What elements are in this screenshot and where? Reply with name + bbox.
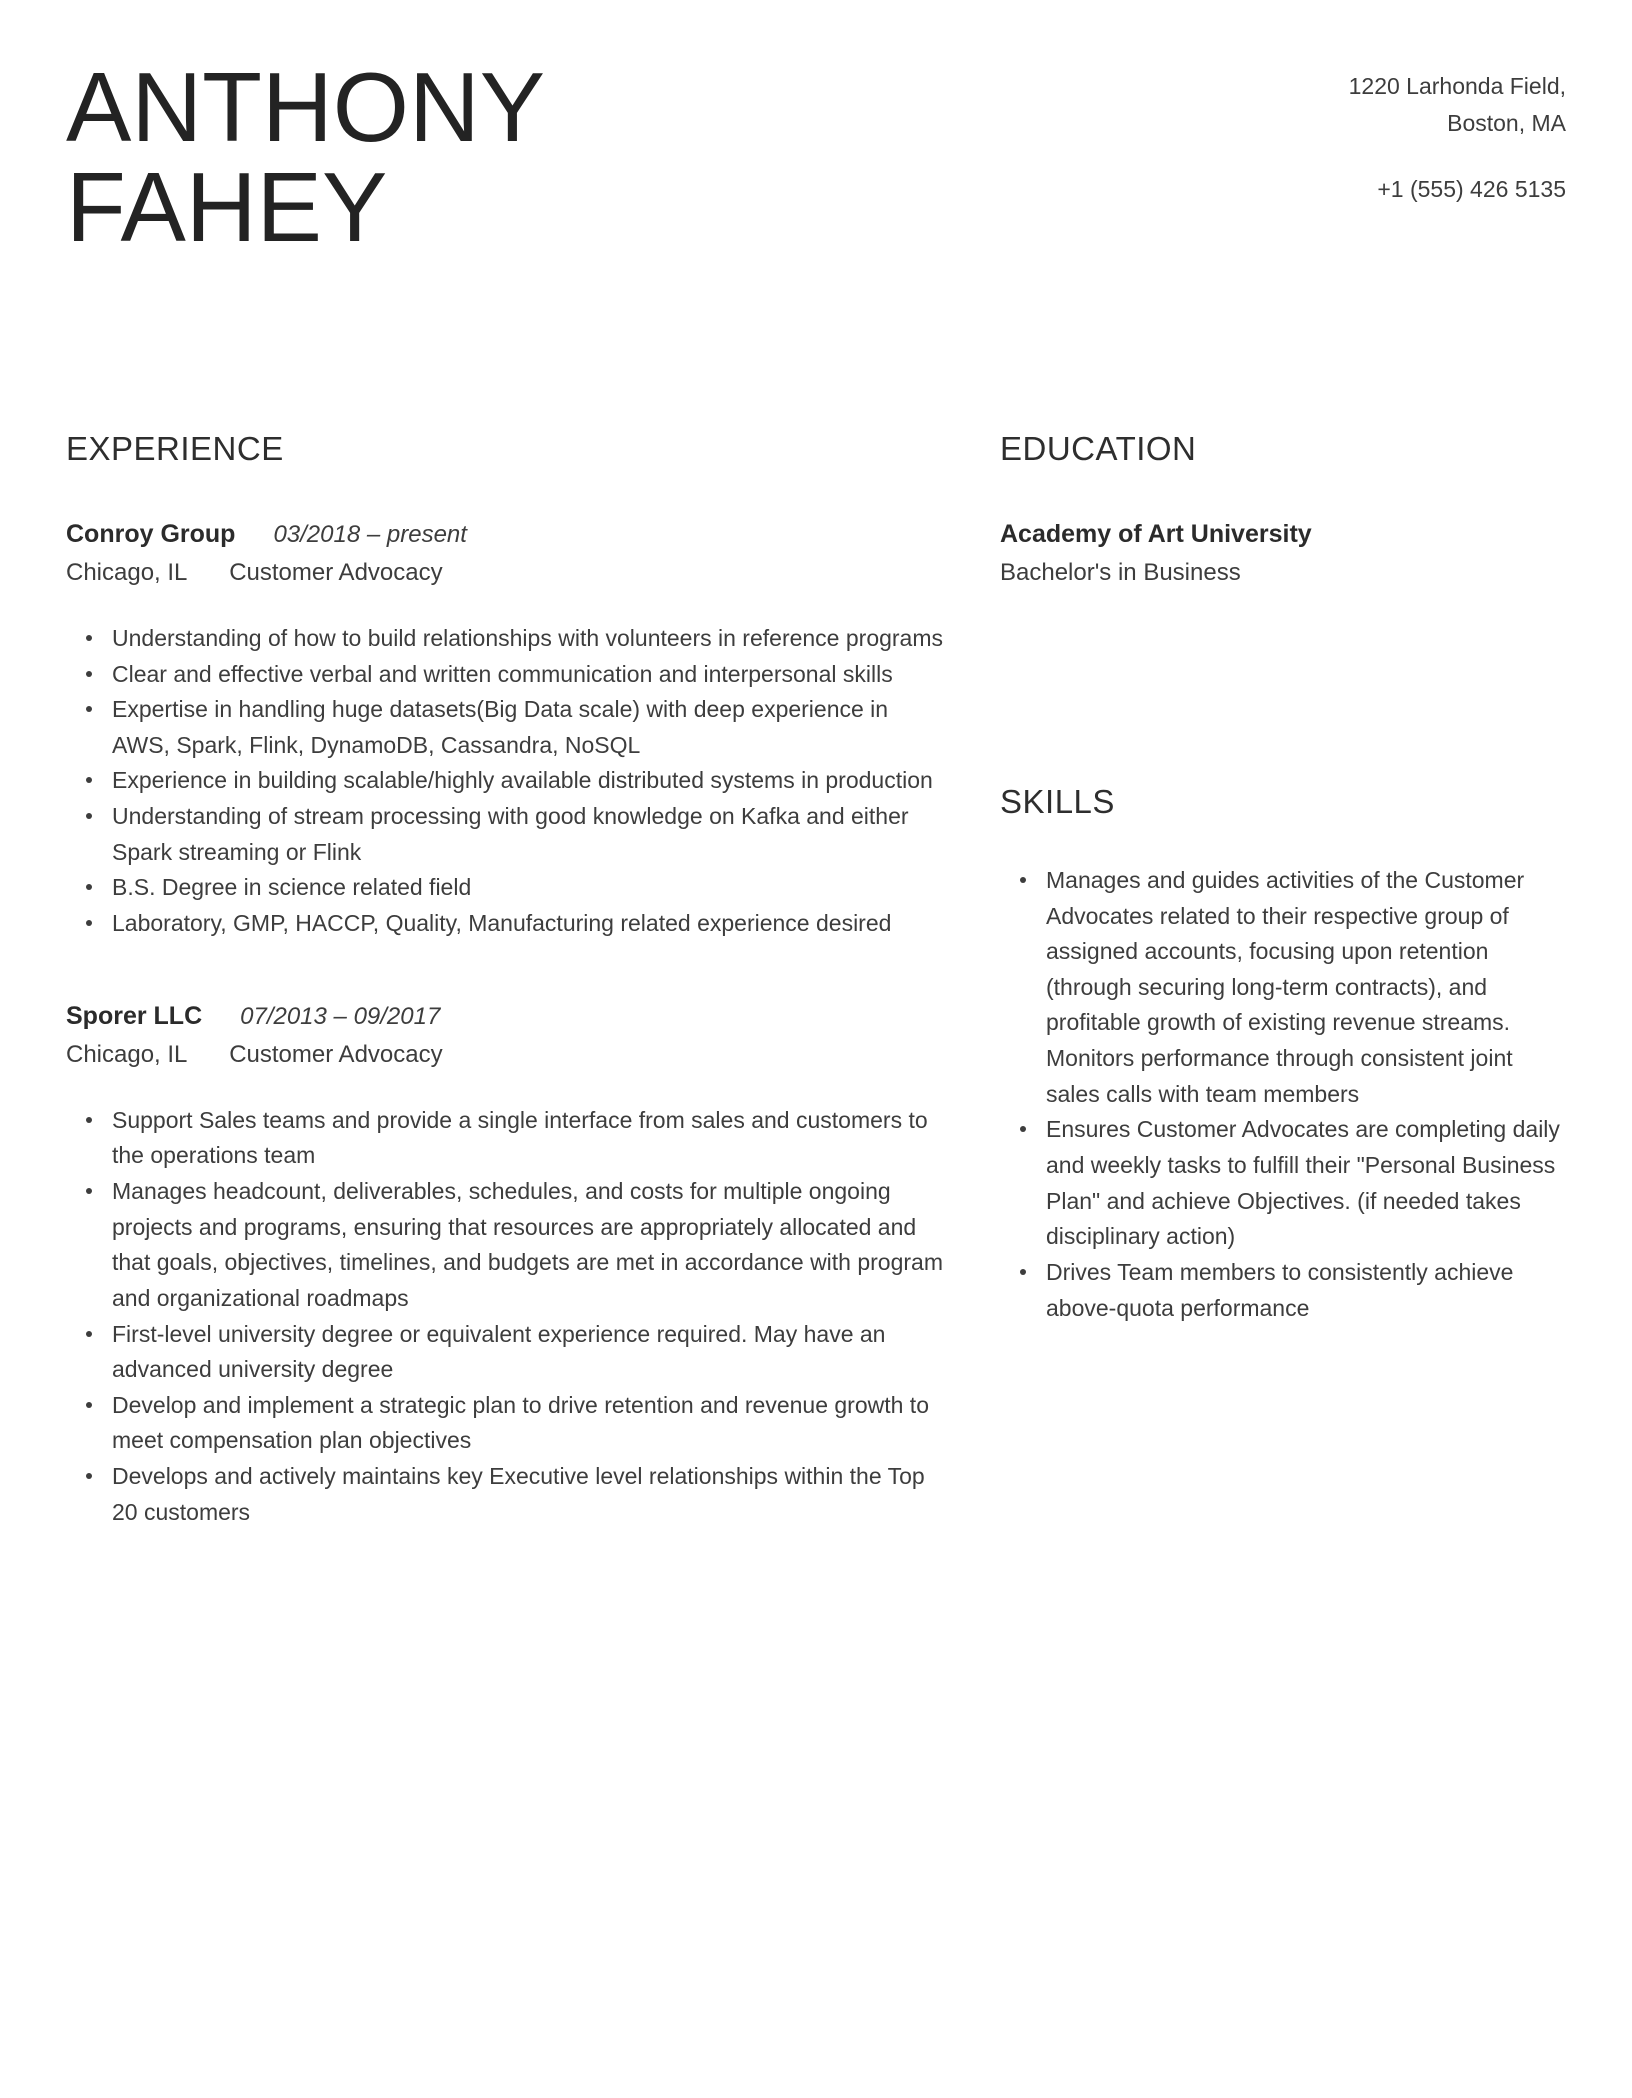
education-heading: EDUCATION: [1000, 429, 1197, 467]
job-entry-sporer-llc: [66, 1002, 946, 1531]
job-location: Chicago, IL: [66, 558, 187, 586]
job-subheader: [66, 559, 946, 587]
school-name: Academy of Art University: [1000, 519, 1312, 548]
company-name: Conroy Group: [66, 519, 236, 548]
bullet-item: Clear and effective verbal and written communication and interpersonal skills: [66, 657, 946, 693]
job-bullet-list: [66, 1103, 946, 1531]
candidate-name: [66, 52, 546, 262]
bullet-item: Ensures Customer Advocates are completing daily and weekly tasks to fulfill their "Personal Business Plan" and achieve Objectives. (if needed takes disciplinary action): [1000, 1112, 1566, 1255]
bullet-item: Develop and implement a strategic plan to drive retention and revenue growth to meet compensation plan objectives: [66, 1388, 946, 1459]
bullet-item: Understanding of stream processing with good knowledge on Kafka and either Spark streaming or Flink: [66, 799, 946, 870]
job-role: Customer Advocacy: [229, 1040, 443, 1068]
job-role: Customer Advocacy: [229, 558, 443, 586]
experience-heading: EXPERIENCE: [66, 429, 284, 467]
contact-info: [1349, 58, 1566, 208]
bullet-item: B.S. Degree in science related field: [66, 870, 946, 906]
job-entry-conroy-group: [66, 520, 946, 942]
address-line-1: 1220 Larhonda Field,: [1348, 73, 1566, 99]
bullet-item: Expertise in handling huge datasets(Big Data scale) with deep experience in AWS, Spark, Flink, DynamoDB, Cassandra, NoSQL: [66, 692, 946, 763]
candidate-first-name: ANTHONY: [66, 52, 546, 162]
experience-section: [66, 430, 946, 1530]
bullet-item: Understanding of how to build relationships with volunteers in reference programs: [66, 621, 946, 657]
bullet-item: Manages headcount, deliverables, schedules, and costs for multiple ongoing projects and programs, ensuring that resources are appropriately allocated and that goals, objectives, timelines, and budgets are met in accordance with program and organizational roadmaps: [66, 1174, 946, 1317]
job-header: [66, 520, 946, 549]
degree-name: Bachelor's in Business: [1000, 558, 1241, 586]
job-header: [66, 1002, 946, 1031]
job-dates: 03/2018 – present: [273, 520, 467, 548]
bullet-item: Support Sales teams and provide a single interface from sales and customers to the operations team: [66, 1103, 946, 1174]
job-dates: 07/2013 – 09/2017: [240, 1002, 441, 1030]
skills-bullet-list: [1000, 863, 1566, 1326]
phone-number: +1 (555) 426 5135: [1377, 175, 1566, 202]
skills-heading: SKILLS: [1000, 782, 1115, 820]
main-content: [66, 430, 1566, 1530]
company-name: Sporer LLC: [66, 1001, 203, 1030]
bullet-item: Laboratory, GMP, HACCP, Quality, Manufacturing related experience desired: [66, 906, 946, 942]
bullet-item: Experience in building scalable/highly available distributed systems in production: [66, 763, 946, 799]
job-subheader: [66, 1041, 946, 1069]
bullet-item: First-level university degree or equivalent experience required. May have an advanced university degree: [66, 1317, 946, 1388]
bullet-item: Manages and guides activities of the Customer Advocates related to their respective group of assigned accounts, focusing upon retention (through securing long-term contracts), and profitable growth of existing revenue streams. Monitors performance through consistent joint sales calls with team members: [1000, 863, 1566, 1112]
resume-header: [66, 52, 1566, 262]
bullet-item: Drives Team members to consistently achieve above-quota performance: [1000, 1255, 1566, 1326]
right-column: [1000, 430, 1566, 1530]
skills-section: [1000, 783, 1566, 1326]
education-section: [1000, 430, 1566, 587]
bullet-item: Develops and actively maintains key Executive level relationships within the Top 20 customers: [66, 1459, 946, 1530]
candidate-last-name: FAHEY: [66, 151, 388, 262]
job-bullet-list: [66, 621, 946, 942]
address-line-2: Boston, MA: [1447, 110, 1566, 137]
job-location: Chicago, IL: [66, 1040, 187, 1068]
